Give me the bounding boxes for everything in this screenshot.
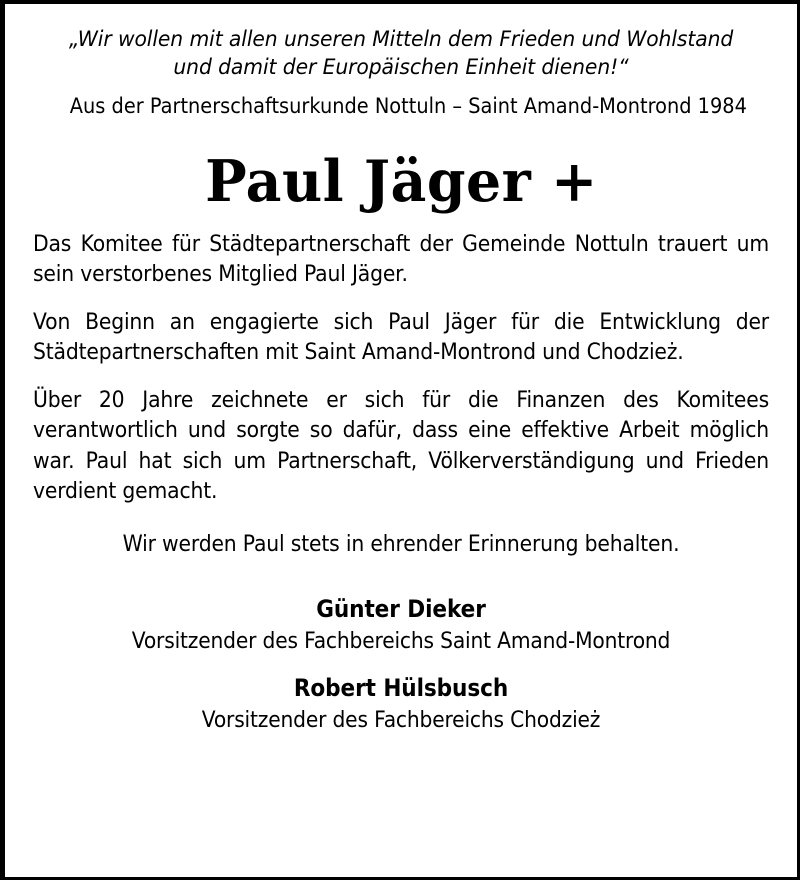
epigraph-quote bbox=[66, 26, 735, 82]
quote-attribution: Aus der Partnerschaftsurkunde Nottuln – Saint Amand-Montrond 1984 bbox=[69, 93, 747, 119]
signatory-name: Günter Dieker bbox=[316, 595, 486, 624]
body-paragraph: Das Komitee für Städtepartnerschaft der Gemeinde Nottuln trauert um sein verstorbenes Mitglied Paul Jäger. bbox=[33, 230, 770, 288]
signatory-name: Robert Hülsbusch bbox=[293, 674, 509, 703]
epigraph-line-2: und damit der Europäischen Einheit dienen!“ bbox=[173, 54, 629, 80]
body-paragraph: Über 20 Jahre zeichnete er sich für die Finanzen des Komitees verantwortlich und sorgte so dafür, dass eine effektive Arbeit möglich war. Paul hat sich um Partnerschaft, Völkerverständigung und Frieden verdient gemacht. bbox=[33, 386, 770, 505]
signatory-role: Vorsitzender des Fachbereichs Chodzież bbox=[201, 707, 601, 734]
deceased-name-block bbox=[33, 147, 769, 215]
body-paragraph: Von Beginn an engagierte sich Paul Jäger für die Entwicklung der Städtepartnerschaften mit Saint Amand-Montrond und Chodzież. bbox=[33, 308, 770, 366]
signatory bbox=[33, 674, 769, 735]
obituary-body bbox=[33, 229, 769, 559]
signature-block bbox=[33, 595, 769, 735]
notice-content bbox=[5, 4, 797, 877]
epigraph-line-1: „Wir wollen mit allen unseren Mitteln dem Frieden und Wohlstand bbox=[68, 27, 734, 52]
deceased-name: Paul Jäger + bbox=[204, 147, 598, 215]
signatory bbox=[33, 595, 769, 656]
signatory-role: Vorsitzender des Fachbereichs Saint Amand-Montrond bbox=[131, 628, 671, 655]
closing-line: Wir werden Paul stets in ehrender Erinnerung behalten. bbox=[122, 530, 680, 557]
